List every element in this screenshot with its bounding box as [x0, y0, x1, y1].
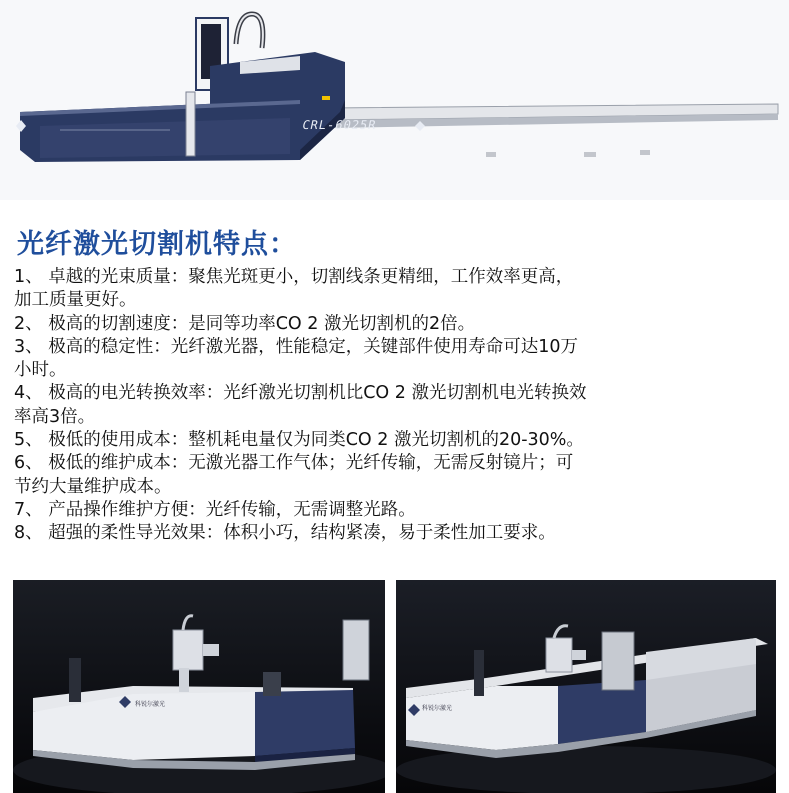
feature-line: 2、 极高的切割速度：是同等功率CO 2 激光切割机的2倍。	[14, 313, 476, 334]
feature-line: 8、 超强的柔性导光效果：体积小巧，结构紧凑，易于柔性加工要求。	[14, 523, 556, 544]
laser-machine-illustration	[0, 0, 789, 200]
machine-photo-left	[13, 580, 385, 793]
feature-line: 6、 极低的维护成本：无激光器工作气体；光纤传输，无需反射镜片；可	[14, 453, 574, 474]
machine-model-label: CRL-6025R	[300, 118, 378, 132]
feature-line: 节约大量维护成本。	[14, 476, 172, 497]
features-list	[14, 266, 784, 546]
feature-line: 4、 极高的电光转换效率：光纤激光切割机比CO 2 激光切割机电光转换效	[14, 383, 587, 404]
feature-line: 7、 产品操作维护方便：光纤传输，无需调整光路。	[14, 499, 416, 520]
machine-photo-right	[396, 580, 776, 793]
brand-name-right: 科锐尔激光	[422, 705, 453, 712]
feature-line: 5、 极低的使用成本：整机耗电量仅为同类CO 2 激光切割机的20-30%。	[14, 430, 584, 451]
machine-render-left	[13, 580, 385, 793]
features-heading: 光纤激光切割机特点：	[17, 229, 297, 260]
feature-line: 率高3倍。	[14, 406, 96, 427]
feature-line: 加工质量更好。	[14, 290, 137, 311]
machine-render-right	[396, 580, 776, 793]
feature-line: 小时。	[14, 360, 67, 381]
feature-line: 3、 极高的稳定性：光纤激光器，性能稳定，关键部件使用寿命可达10万	[14, 336, 578, 357]
brand-name-left: 科锐尔激光	[135, 701, 166, 708]
machine-hero-image	[0, 0, 789, 200]
feature-line: 1、 卓越的光束质量：聚焦光斑更小，切割线条更精细，工作效率更高，	[14, 267, 574, 287]
